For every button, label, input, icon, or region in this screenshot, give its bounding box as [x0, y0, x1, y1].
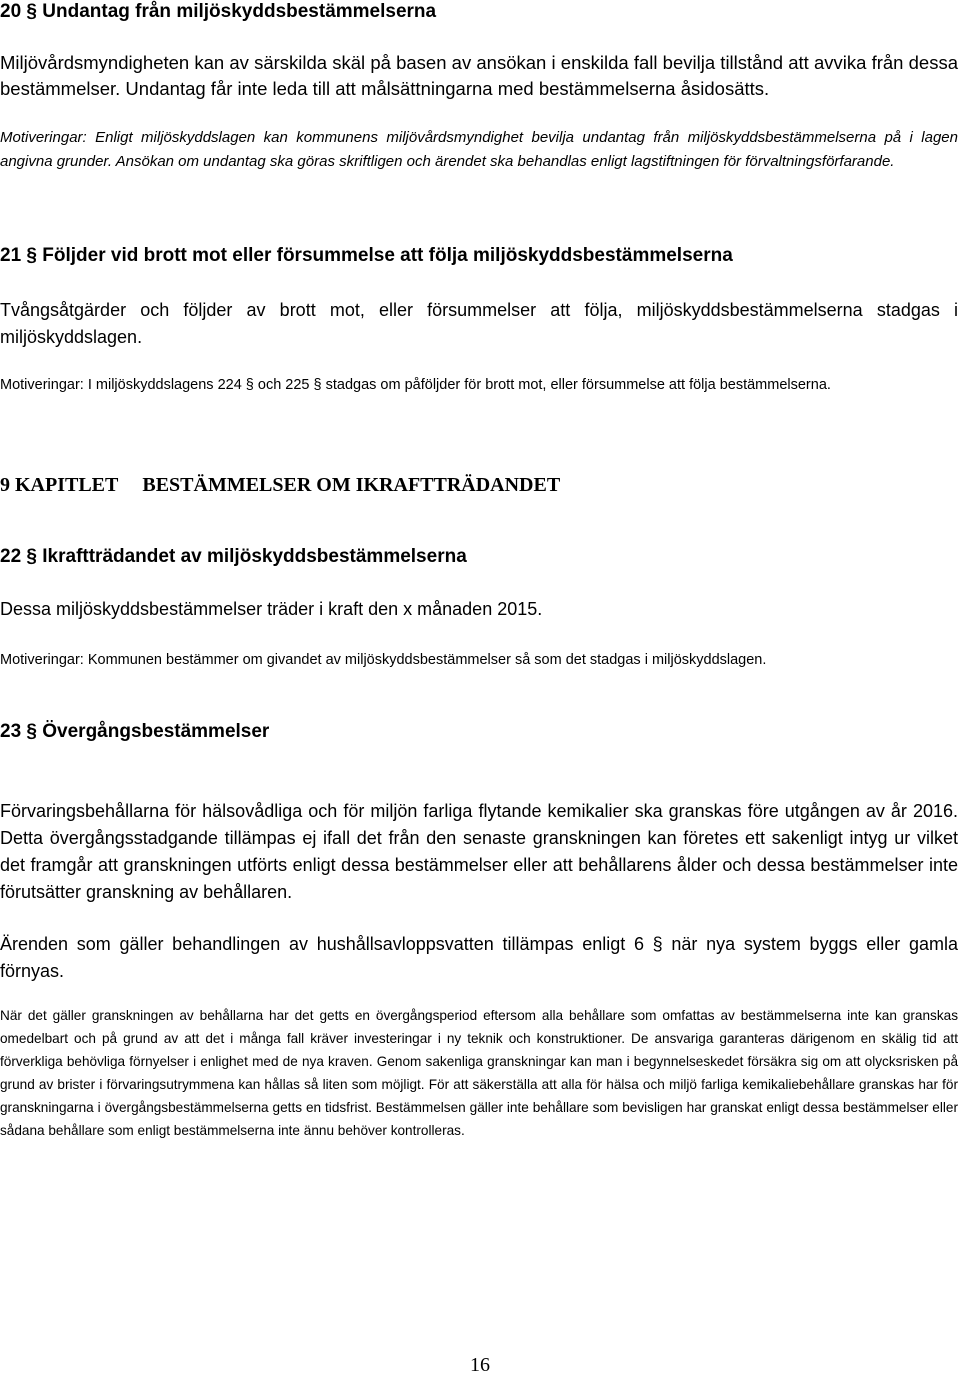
section-21-motivation: Motiveringar: I miljöskyddslagens 224 § och 225 § stadgas om påföljder för brott mot, eller försummelse att följa bestämmelserna. [0, 377, 831, 393]
chapter-title: BESTÄMMELSER OM IKRAFTTRÄDANDET [142, 474, 561, 496]
section-22-text: Dessa miljöskyddsbestämmelser träder i kraft den x månaden 2015. [0, 599, 543, 619]
section-21-heading: 21 § Följder vid brott mot eller försummelse att följa miljöskyddsbestämmelserna [0, 245, 733, 266]
section-20-heading: 20 § Undantag från miljöskyddsbestämmelserna [0, 1, 437, 22]
section-22-motivation: Motiveringar: Kommunen bestämmer om givandet av miljöskyddsbestämmelser så som det stadgas i miljöskyddslagen. [0, 652, 767, 668]
section-23-text-1: Förvaringsbehållarna för hälsovådliga och för miljön farliga flytande kemikalier ska granskas före utgången av år 2016. Detta övergångsstadgande tillämpas ej ifall det från den senaste granskningen kan företes ett sakenligt intyg ur vilket det framgår att granskningen utförts enligt dessa bestämmelser eller att behållarens ålder och dessa bestämmelser inte förutsätter granskning av behållaren. [0, 801, 958, 902]
section-21-text: Tvångsåtgärder och följder av brott mot, eller försummelser att följa, miljöskyddsbestämmelserna stadgas i miljöskyddslagen. [0, 300, 958, 347]
chapter-number: 9 KAPITLET [0, 474, 119, 496]
section-22-heading: 22 § Ikraftträdandet av miljöskyddsbestämmelserna [0, 546, 467, 567]
section-20-motivation: Motiveringar: Enligt miljöskyddslagen kan kommunens miljövårdsmyndighet bevilja undantag från miljöskyddsbestämmelserna på i lagen angivna grunder. Ansökan om undantag ska göras skriftligen och ärendet ska behandlas enligt lagstiftningen för förvaltningsförfarande. [0, 129, 958, 170]
section-20-text: Miljövårdsmyndigheten kan av särskilda skäl på basen av ansökan i enskilda fall bevilja tillstånd att avvika från dessa bestämmelser. Undantag får inte leda till att målsättningarna med bestämmelserna åsidosätts. [0, 52, 958, 99]
chapter-heading [0, 472, 958, 498]
section-23-heading: 23 § Övergångsbestämmelser [0, 721, 270, 742]
section-23-text-2: Ärenden som gäller behandlingen av hushållsavloppsvatten tillämpas enligt 6 § när nya system byggs eller gamla förnyas. [0, 934, 958, 981]
page-number: 16 [470, 1354, 490, 1376]
section-23-motivation: När det gäller granskningen av behållarna har det getts en övergångsperiod eftersom alla behållare som omfattas av bestämmelserna inte kan granskas omedelbart och på grund av att det i många fall kräver investeringar i ny teknik och konstruktioner. De ansvariga garanteras därigenom en skälig tid att förverkliga behövliga förnyelser i enlighet med de nya kraven. Genom sakenliga granskningar kan man i begynnelseskedet försäkra sig om att olycksrisken på grund av brister i förvaringsutrymmena kan hållas så liten som möjligt. För att säkerställa att alla för hälsa och miljö farliga kemikaliebehållare granskas har för granskningarna i övergångsbestämmelserna getts en tidsfrist. Bestämmelsen gäller inte behållare som bevisligen har granskat enligt dessa bestämmelser eller sådana behållare som enligt bestämmelserna inte ännu behöver kontrolleras. [0, 1008, 958, 1138]
